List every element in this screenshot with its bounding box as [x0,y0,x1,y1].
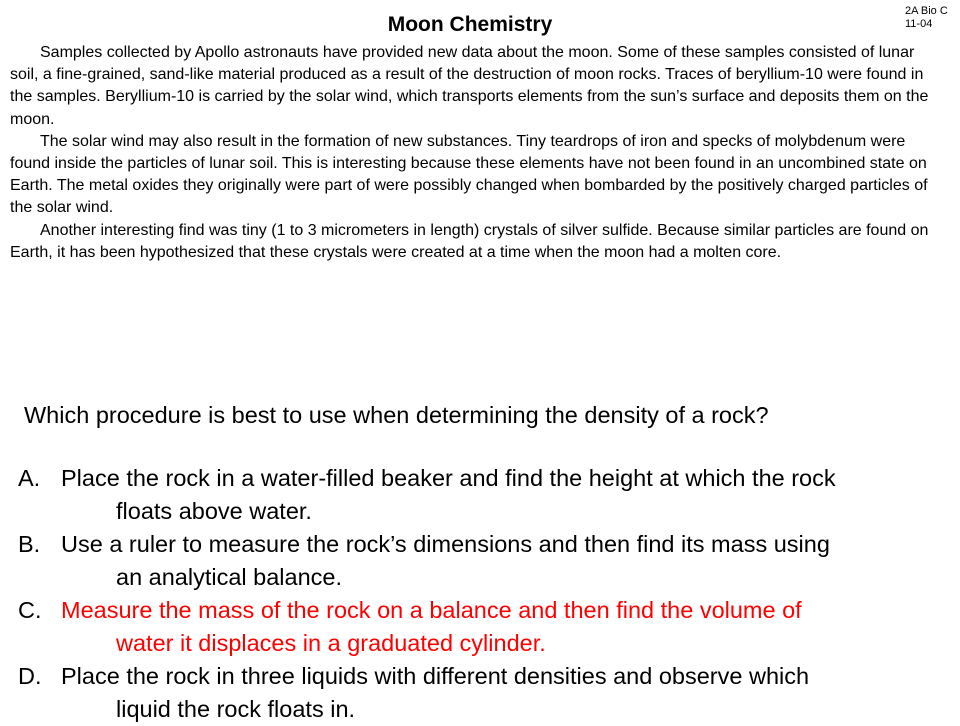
answer-option-d[interactable] [18,660,948,726]
passage-paragraph: Another interesting find was tiny (1 to 3 micrometers in length) crystals of silver sulfide. Because similar particles are found on Earth, it has been hypothesized that these crystals were created at a time when the moon had a molten core. [10,221,929,261]
option-text: Use a ruler to measure the rock’s dimensions and then find its mass using [61,531,830,557]
option-text: Measure the mass of the rock on a balance and then find the volume of [61,597,802,623]
answer-option-c-correct[interactable] [18,594,948,660]
reading-passage [10,42,940,264]
passage-paragraph: Samples collected by Apollo astronauts have provided new data about the moon. Some of these samples consisted of lunar soil, a fine-grained, sand-like material produced as a result of the destruction of moon rocks. Traces of beryllium-10 were found in the samples. Beryllium-10 is carried by the solar wind, which transports elements from the sun’s surface and deposits them on the moon. [10,44,929,128]
option-text: Place the rock in a water-filled beaker and find the height at which the rock [61,465,836,491]
option-text-continued: water it displaces in a graduated cylinder. [116,630,546,656]
question-text: Which procedure is best to use when determining the density of a rock? [24,402,769,428]
answer-option-b[interactable] [18,528,948,594]
passage-paragraph: The solar wind may also result in the formation of new substances. Tiny teardrops of iron and specks of molybdenum were found inside the particles of lunar soil. This is interesting because these elements have not been found in an uncombined state on Earth. The metal oxides they originally were part of were possibly changed when bombarded by the positively charged particles of the solar wind. [10,132,928,217]
option-text-continued: floats above water. [116,498,312,524]
option-letter: A. [18,465,41,491]
answer-options [18,462,948,726]
option-text-continued: an analytical balance. [116,564,343,590]
option-text-continued: liquid the rock floats in. [116,696,356,722]
page-title: Moon Chemistry [387,13,553,36]
course-code-label: 2A Bio C 11-04 [905,5,948,30]
option-letter: C. [18,597,42,623]
option-letter: B. [18,531,41,557]
option-letter: D. [18,663,42,689]
answer-option-a[interactable] [18,462,948,528]
option-text: Place the rock in three liquids with different densities and observe which [61,663,810,689]
